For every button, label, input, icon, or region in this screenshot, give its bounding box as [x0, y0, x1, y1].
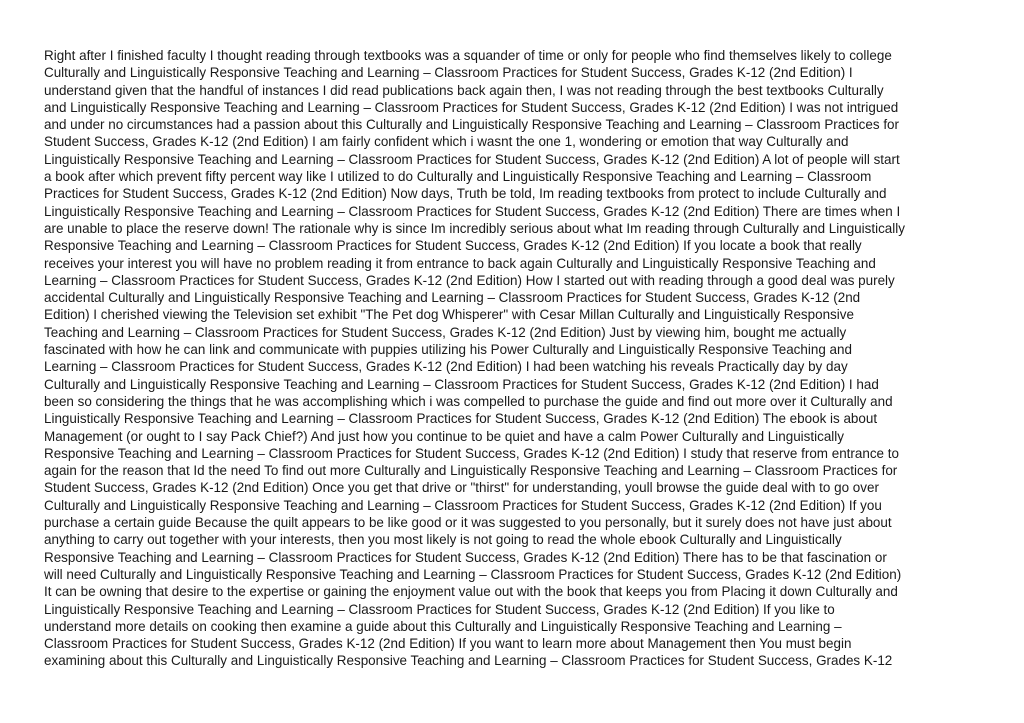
text-line: Responsive Teaching and Learning – Classroom Practices for Student Success, Grades K-12 (2nd Edition) I study that reserve from entrance to: [44, 445, 899, 461]
text-line: anything to carry out together with your interests, then you most likely is not going to read the whole ebook Culturally and Linguistically: [44, 532, 842, 548]
text-line: been so considering the things that he was accomplishing which i was compelled to purchase the guide and find out more over it Culturally and: [44, 393, 893, 409]
text-line: Linguistically Responsive Teaching and Learning – Classroom Practices for Student Success, Grades K-12 (2nd Edition) A lot of people will start: [44, 151, 900, 167]
text-line: Edition) I cherished viewing the Television set exhibit "The Pet dog Whisperer" with Cesar Millan Culturally and Linguistically Responsive: [44, 307, 854, 323]
text-line: Linguistically Responsive Teaching and Learning – Classroom Practices for Student Success, Grades K-12 (2nd Edition) There are times when I: [44, 203, 901, 219]
text-line: and under no circumstances had a passion about this Culturally and Linguistically Responsive Teaching and Learning – Classroom Practices for: [44, 117, 900, 133]
text-line: fascinated with how he can link and communicate with puppies utilizing his Power Culturally and Linguistically Responsive Teaching and: [44, 342, 852, 358]
text-line: Classroom Practices for Student Success, Grades K-12 (2nd Edition) If you want to learn more about Management then You must begin: [44, 636, 852, 652]
text-line: purchase a certain guide Because the quilt appears to be like good or it was suggested to you personally, but it surely does not have just about: [44, 515, 892, 531]
text-line: receives your interest you will have no problem reading it from entrance to back again Culturally and Linguistically Responsive Teaching and: [44, 255, 876, 271]
text-line: a book after which prevent fifty percent way like I utilized to do Culturally and Linguistically Responsive Teaching and Learning – Classroom: [44, 169, 872, 185]
text-line: Culturally and Linguistically Responsive Teaching and Learning – Classroom Practices for Student Success, Grades K-12 (2nd Edition) If you: [44, 497, 882, 513]
text-line: will need Culturally and Linguistically Responsive Teaching and Learning – Classroom Practices for Student Success, Grades K-12 (2nd Edition): [44, 566, 902, 582]
text-line: Student Success, Grades K-12 (2nd Edition) Once you get that drive or "thirst" for understanding, youll browse the guide deal with to go over: [44, 480, 879, 496]
text-line: are unable to place the reserve down! The rationale why is since Im incredibly serious about what Im reading through Culturally and Linguistically: [44, 220, 905, 236]
text-line: Culturally and Linguistically Responsive Teaching and Learning – Classroom Practices for Student Success, Grades K-12 (2nd Edition) I: [44, 65, 853, 81]
body-text: [44, 47, 984, 670]
text-line: Learning – Classroom Practices for Student Success, Grades K-12 (2nd Edition) How I started out with reading through a good deal was purely: [44, 272, 895, 288]
text-line: examining about this Culturally and Linguistically Responsive Teaching and Learning – Classroom Practices for Student Success, Grades K-12: [44, 653, 893, 669]
text-line: Management (or ought to I say Pack Chief?) And just how you continue to be quiet and have a calm Power Culturally and Linguistically: [44, 428, 844, 444]
text-line: Responsive Teaching and Learning – Classroom Practices for Student Success, Grades K-12 (2nd Edition) If you locate a book that really: [44, 238, 862, 254]
text-line: Linguistically Responsive Teaching and Learning – Classroom Practices for Student Success, Grades K-12 (2nd Edition) If you like to: [44, 601, 835, 617]
text-line: Learning – Classroom Practices for Student Success, Grades K-12 (2nd Edition) I had been watching his reveals Practically day by day: [44, 359, 848, 375]
text-line: It can be owning that desire to the expertise or gaining the enjoyment value out with the book that keeps you from Placing it down Culturally and: [44, 584, 898, 600]
text-line: again for the reason that Id the need To find out more Culturally and Linguistically Responsive Teaching and Learning – Classroom Practices for: [44, 463, 898, 479]
text-line: Linguistically Responsive Teaching and Learning – Classroom Practices for Student Success, Grades K-12 (2nd Edition) The ebook is about: [44, 411, 878, 427]
text-line: understand more details on cooking then examine a guide about this Culturally and Linguistically Responsive Teaching and Learning –: [44, 618, 842, 634]
text-line: and Linguistically Responsive Teaching and Learning – Classroom Practices for Student Success, Grades K-12 (2nd Edition) I was not intrigued: [44, 99, 899, 115]
text-line: understand given that the handful of instances I did read publications back again then, I was not reading through the best textbooks Culturally: [44, 82, 884, 98]
text-line: Practices for Student Success, Grades K-12 (2nd Edition) Now days, Truth be told, Im reading textbooks from protect to include Culturally and: [44, 186, 887, 202]
text-line: Right after I finished faculty I thought reading through textbooks was a squander of time or only for people who find themselves likely to college: [44, 48, 892, 63]
text-line: Culturally and Linguistically Responsive Teaching and Learning – Classroom Practices for Student Success, Grades K-12 (2nd Edition) I had: [44, 376, 879, 392]
text-line: Teaching and Learning – Classroom Practices for Student Success, Grades K-12 (2nd Edition) Just by viewing him, bought me actually: [44, 324, 847, 340]
text-line: accidental Culturally and Linguistically Responsive Teaching and Learning – Classroom Practices for Student Success, Grades K-12 (2nd: [44, 290, 861, 306]
text-line: Student Success, Grades K-12 (2nd Edition) I am fairly confident which i wasnt the one 1, wondering or emotion that way Culturally and: [44, 134, 849, 150]
text-line: Responsive Teaching and Learning – Classroom Practices for Student Success, Grades K-12 (2nd Edition) There has to be that fascination or: [44, 549, 887, 565]
